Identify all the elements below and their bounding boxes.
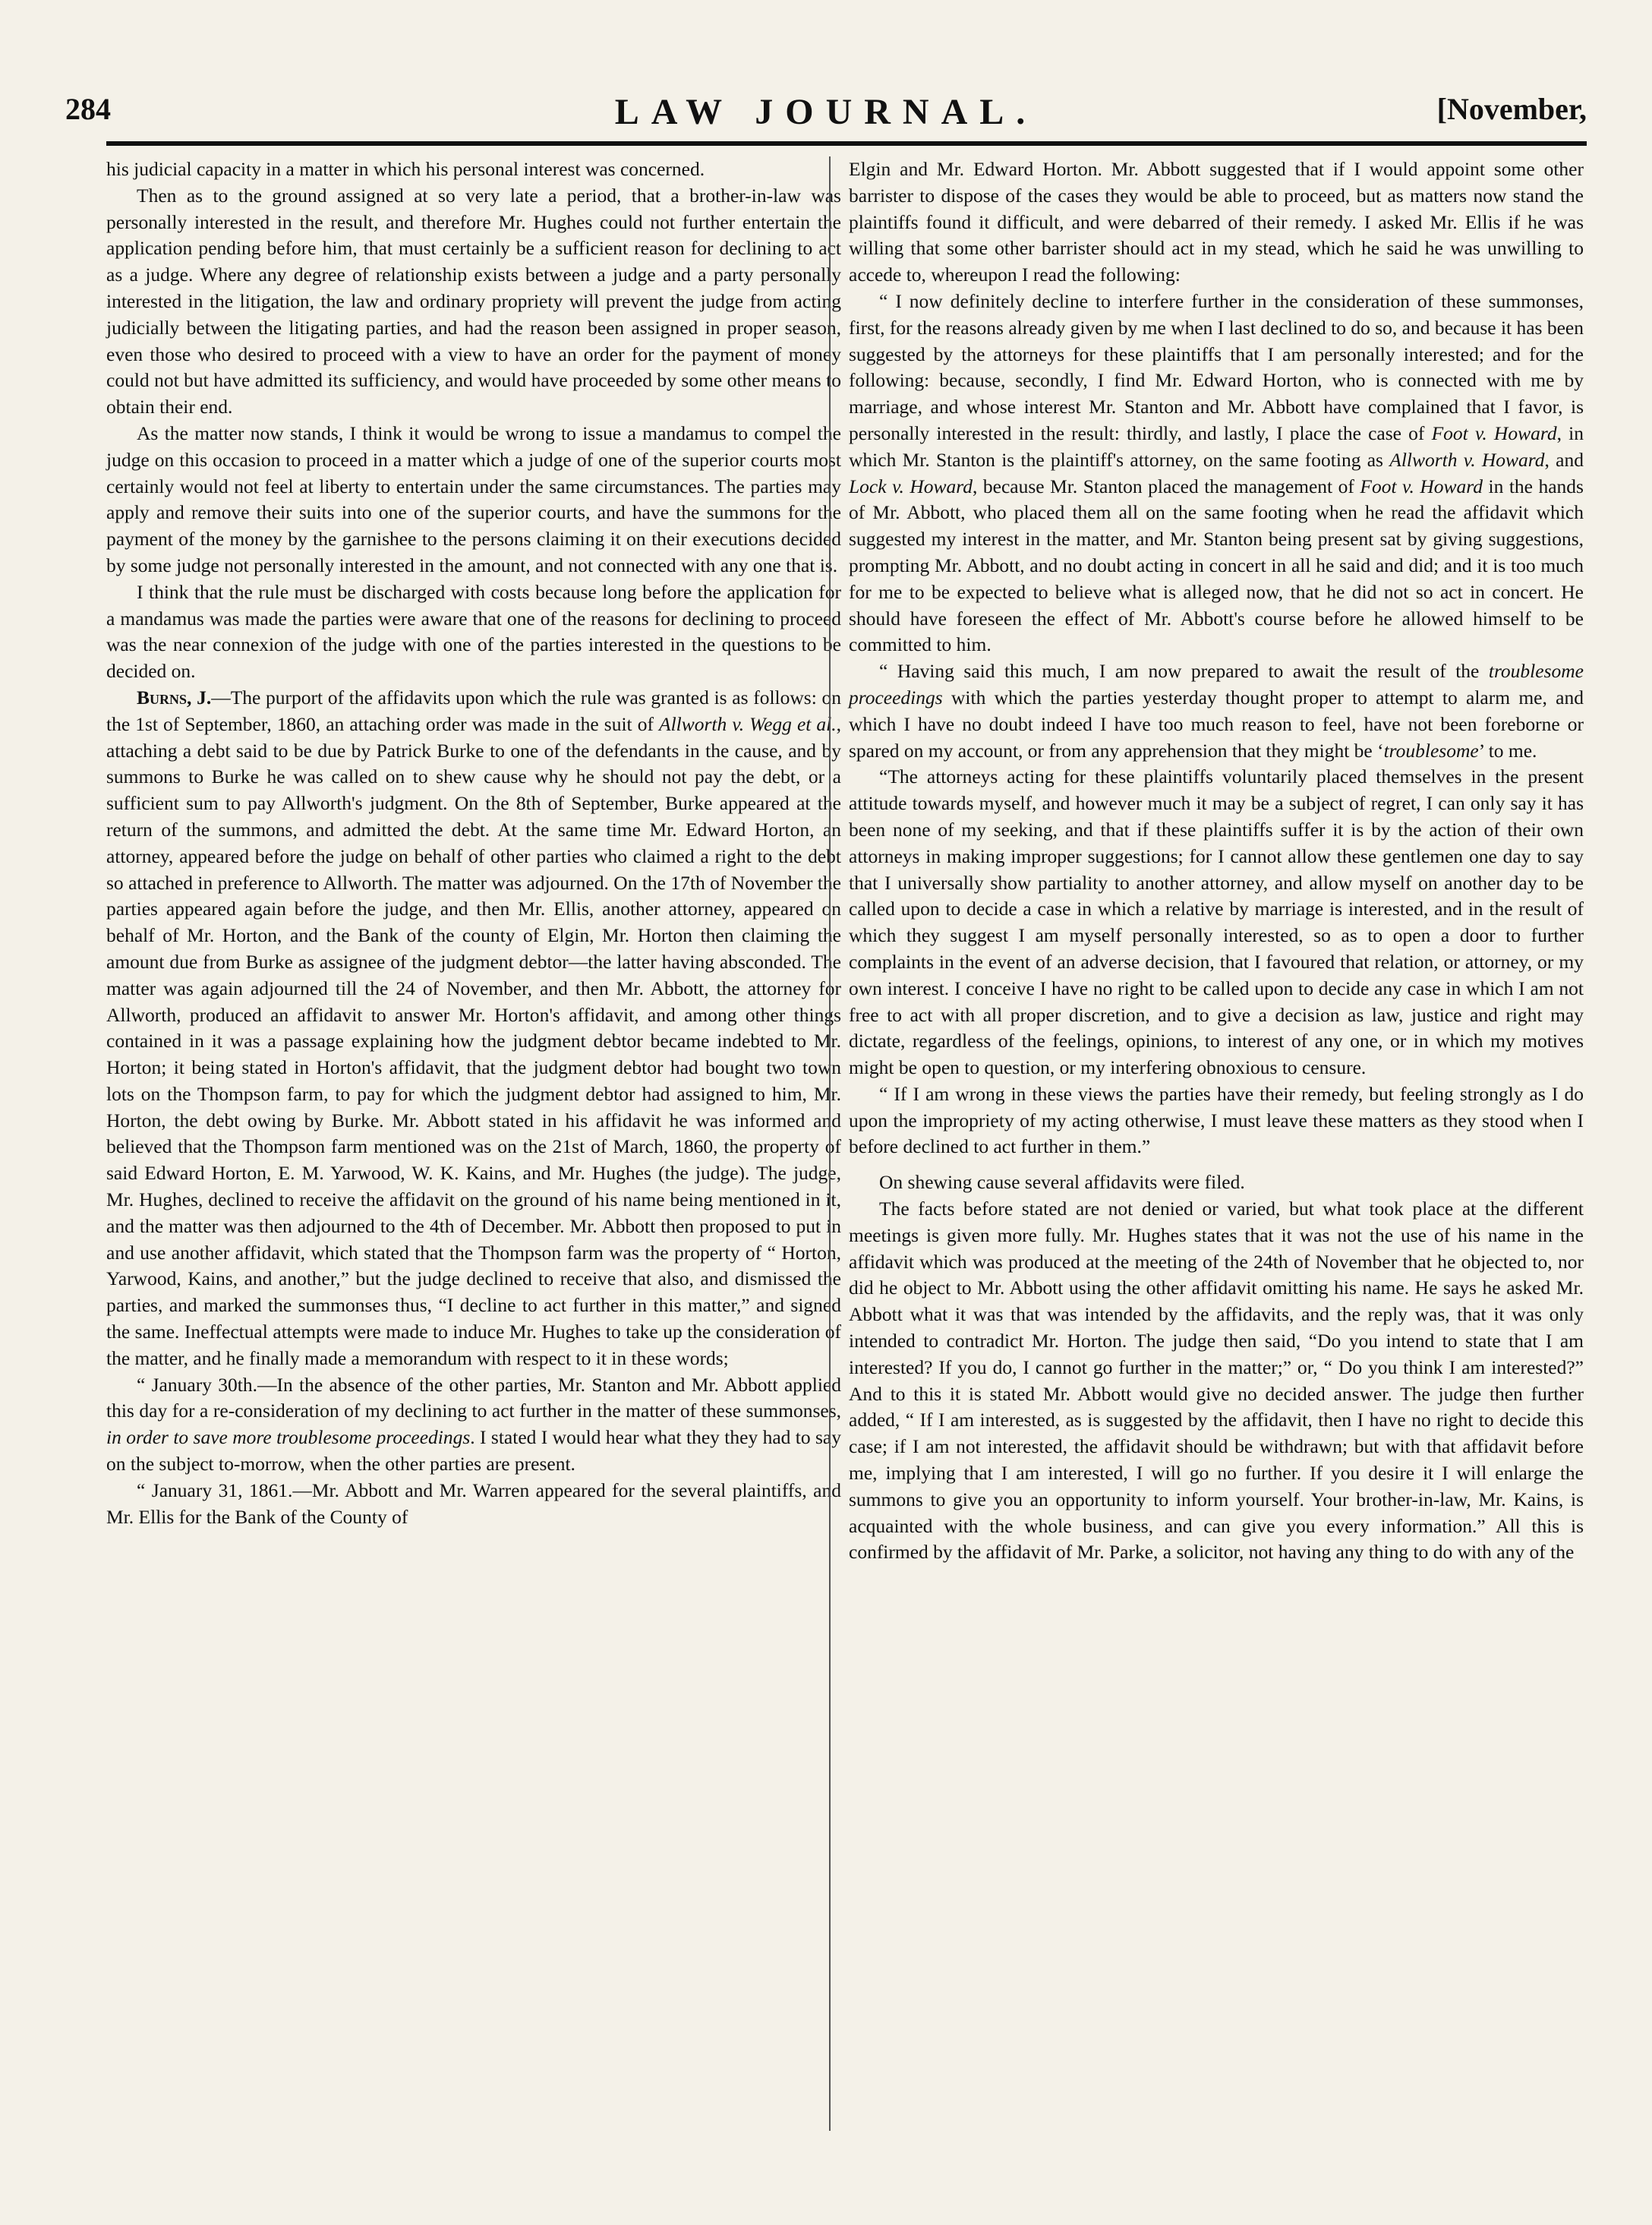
- text-run: with which the parties yesterday thought proper to attempt to alarm me, and which I have no doubt indeed I have too much reason to feel, have not been foreborne or spared on my account, or from any apprehension that they might be ‘: [849, 686, 1584, 762]
- page-header: [65, 91, 1587, 144]
- text-run: . I stated I would hear what they they had to say on the subject to-morrow, when the other parties are present.: [106, 1426, 841, 1475]
- case-name: Foot v. Howard: [1360, 475, 1483, 497]
- month-label: [November,: [1436, 92, 1587, 126]
- left-column: [106, 156, 841, 1530]
- case-name: Foot v. Howard: [1431, 421, 1557, 444]
- judge-name: Burns, J.: [137, 686, 212, 709]
- column-divider: [829, 156, 831, 2131]
- paragraph: As the matter now stands, I think it would be wrong to issue a mandamus to compel the judge on this occasion to proceed in a matter which a judge of one of the superior courts most certainly would not feel at liberty to entertain under the same circumstances. The parties may apply and remove their suits into one of the superior courts, and have the summons for the payment of the money by the garnishee to the persons claiming it on their executions decided by some judge not personally interested in the amount, and not connected with any one that is.: [106, 421, 841, 576]
- paragraph: “ January 31, 1861.—Mr. Abbott and Mr. Warren appeared for the several plaintiffs, and Mr. Ellis for the Bank of the County of: [106, 1479, 841, 1528]
- text-run: “ January 30th.—In the absence of the other parties, Mr. Stanton and Mr. Abbott applied this day for a re-consideration of my declining to act further in the matter of these summonses,: [106, 1373, 841, 1422]
- header-rule: [106, 141, 1587, 146]
- quoted-paragraph: “The attorneys acting for these plaintiffs voluntarily placed themselves in the present attitude towards myself, and however much it may be a subject of regret, I can only say it has been none of my seeking, and that if these plaintiffs suffer it is by the action of their own attorneys in making improper suggestions; for I cannot allow these gentlemen one day to say that I universally show partiality to another attorney, and allow myself on another day to be called upon to decide a case in which a relative by marriage is interested, and in the result of which they suggest I am myself personally interested, so as to open a door to further complaints in the event of an adverse decision, that I favoured that relation, or attorney, or my own interest. I conceive I have no right to be called upon to decide any case in which I am not free to act with all proper discretion, and to give a decision as law, justice and right may dictate, regardless of the feelings, opinions, to interest of any one, or in which my motives might be open to question, or my interfering obnoxious to censure.: [849, 765, 1584, 1079]
- case-name: Allworth v. Wegg et al.: [659, 712, 837, 735]
- text-run: , because Mr. Stanton placed the management of: [973, 475, 1360, 497]
- text-run: “ I now definitely decline to interfere further in the consideration of these summonses, first, for the reasons already given by me when I last declined to do so, and because it has been suggested by the attorneys for these plaintiffs that I am personally interested; and for the following: because, secondly, I find Mr. Edward Horton, who is connected with me by marriage, and whose interest Mr. Stanton and Mr. Abbott have complained that I favor, is personally interested in the result: thirdly, and lastly, I place the case of: [849, 289, 1584, 444]
- text-run: , in which Mr. Stanton is the plaintiff's attorney, on the same footing as: [849, 421, 1584, 471]
- quoted-paragraph: [849, 658, 1584, 764]
- paragraph: On shewing cause several affidavits were filed.: [879, 1171, 1245, 1194]
- text-run: ’ to me.: [1478, 739, 1537, 762]
- text-run: “ Having said this much, I am now prepared to await the result of the: [879, 660, 1489, 683]
- case-name: Allworth v. Howard: [1389, 448, 1545, 471]
- text-run: , attaching a debt said to be due by Patrick Burke to one of the defendants in the cause, and by summons to Burke he was called on to shew cause why he should not pay the debt, or a sufficient sum to pay Allworth's judgment. On the 8th of September, Burke appeared at the return of the summons, and admitted the debt. At the same time Mr. Edward Horton, an attorney, appeared before the judge on behalf of other parties who claimed a right to the debt so attached in preference to Allworth. The matter was adjourned. On the 17th of November the parties appeared again before the judge, and then Mr. Ellis, another attorney, appeared on behalf of Mr. Horton, and the Bank of the county of Elgin, Mr. Horton then claiming the amount due from Burke as assignee of the judgment debtor—the latter having absconded. The matter was again adjourned till the 24 of November, and then Mr. Abbott, the attorney for Allworth, produced an affidavit to answer Mr. Horton's affidavit, and among other things contained in it was a passage explaining how the judgment debtor became indebted to Mr. Horton; it being stated in Horton's affidavit, that the judgment debtor had bought two town lots on the Thompson farm, to pay for which the judgment debtor had assigned to him, Mr. Horton, the debt owing by Burke. Mr. Abbott stated in his affidavit he was informed and believed that the Thompson farm mentioned was on the 21st of March, 1860, the property of said Edward Horton, E. M. Yarwood, W. K. Kains, and Mr. Hughes (the judge). The judge, Mr. Hughes, declined to receive the affidavit on the ground of his name being mentioned in it, and the matter was then adjourned to the 4th of December. Mr. Abbott then proposed to put in and use another affidavit, which stated that the Thompson farm was the property of “ Horton, Yarwood, Kains, and another,” but the judge declined to receive that also, and dismissed the parties, and marked the summonses thus, “I decline to act further in this matter,” and signed the same. Ineffectual attempts were made to induce Mr. Hughes to take up the consideration of the matter, and he finally made a memorandum with respect to it in these words;: [106, 712, 841, 1369]
- paragraph: Elgin and Mr. Edward Horton. Mr. Abbott suggested that if I would appoint some other barrister to dispose of the cases they would be able to proceed, but as matters now stand the plaintiffs found it difficult, and were debarred of their remedy. I asked Mr. Ellis if he was willing that some other barrister should act in my stead, which he said he was unwilling to accede to, whereupon I read the following:: [849, 158, 1584, 286]
- quoted-paragraph: “ If I am wrong in these views the parties have their remedy, but feeling strongly as I do upon the impropriety of my acting otherwise, I must leave these matters as they stood when I before declined to act further in them.”: [849, 1082, 1584, 1158]
- quoted-paragraph: [849, 289, 1584, 658]
- text-run: , and: [1544, 448, 1584, 471]
- page-number: 284: [65, 92, 111, 126]
- case-name: Lock v. Howard: [849, 475, 973, 497]
- italic-phrase: in order to save more troublesome proceedings: [106, 1426, 471, 1449]
- right-column: [849, 156, 1584, 1566]
- judgment-paragraph: [106, 685, 841, 1372]
- paragraph: The facts before stated are not denied or varied, but what took place at the different meetings is given more fully. Mr. Hughes states that it was not the use of his name in the affidavit which was produced at the meeting of the 24th of November that he objected to, nor did he object to Mr. Abbott using the other affidavit omitting his name. He says he asked Mr. Abbott what it was that was intended by the affidavits, and the reply was, that it was only intended to contradict Mr. Horton. The judge then said, “Do you intend to state that I am interested? If you do, I cannot go further in the matter;” or, “ Do you think I am interested?” And to this it is stated Mr. Abbott would give no decided answer. The judge then further added, “ If I am interested, as is suggested by the affidavit, then I have no right to decide this case; if I am not interested, the affidavit should be withdrawn; but with that affidavit before me, implying that I am interested, I will go no further. If you desire it I will enlarge the summons to give you an opportunity to inform yourself. Your brother-in-law, Mr. Kains, is acquainted with the whole business, and can give you every information.” All this is confirmed by the affidavit of Mr. Parke, a solicitor, not having any thing to do with any of the: [849, 1198, 1584, 1564]
- text-run: in the hands of Mr. Abbott, who placed them all on the same footing when he read the affidavit which suggested my interest in the matter, and Mr. Stanton being present sat by giving suggestions, prompting Mr. Abbott, and no doubt acting in concert in all he said and did; and it is too much for me to be expected to believe what is alleged now, that he did not so act in concert. He should have foreseen the effect of Mr. Abbott's course before he allowed himself to be committed to him.: [849, 475, 1584, 656]
- text-run: —The purport of the affidavits upon which the rule was granted is as follows: on the 1st of September, 1860, an attaching order was made in the suit of: [106, 686, 841, 735]
- paragraph: Then as to the ground assigned at so very late a period, that a brother-in-law was personally interested in the result, and therefore Mr. Hughes could not further entertain the application pending before him, that must certainly be a sufficient reason for declining to act as a judge. Where any degree of relationship exists between a judge and a party personally interested in the litigation, the law and ordinary propriety will prevent the judge from acting judicially between the litigating parties, and had the reason been assigned in proper season, even those who desired to proceed with a view to have an order for the payment of money could not but have admitted its sufficiency, and would have proceeded by some other means to obtain their end.: [106, 184, 841, 418]
- italic-phrase: troublesome proceedings: [849, 660, 1584, 709]
- paragraph: I think that the rule must be discharged with costs because long before the application for a mandamus was made the parties were aware that one of the reasons for declining to proceed was the near connexion of the judge with one of the parties interested in the questions to be decided on.: [106, 580, 841, 683]
- running-title: LAW JOURNAL.: [614, 92, 1038, 132]
- paragraph: his judicial capacity in a matter in which his personal interest was concerned.: [106, 158, 705, 180]
- memorandum-paragraph: [106, 1372, 841, 1478]
- italic-phrase: troublesome: [1383, 739, 1479, 762]
